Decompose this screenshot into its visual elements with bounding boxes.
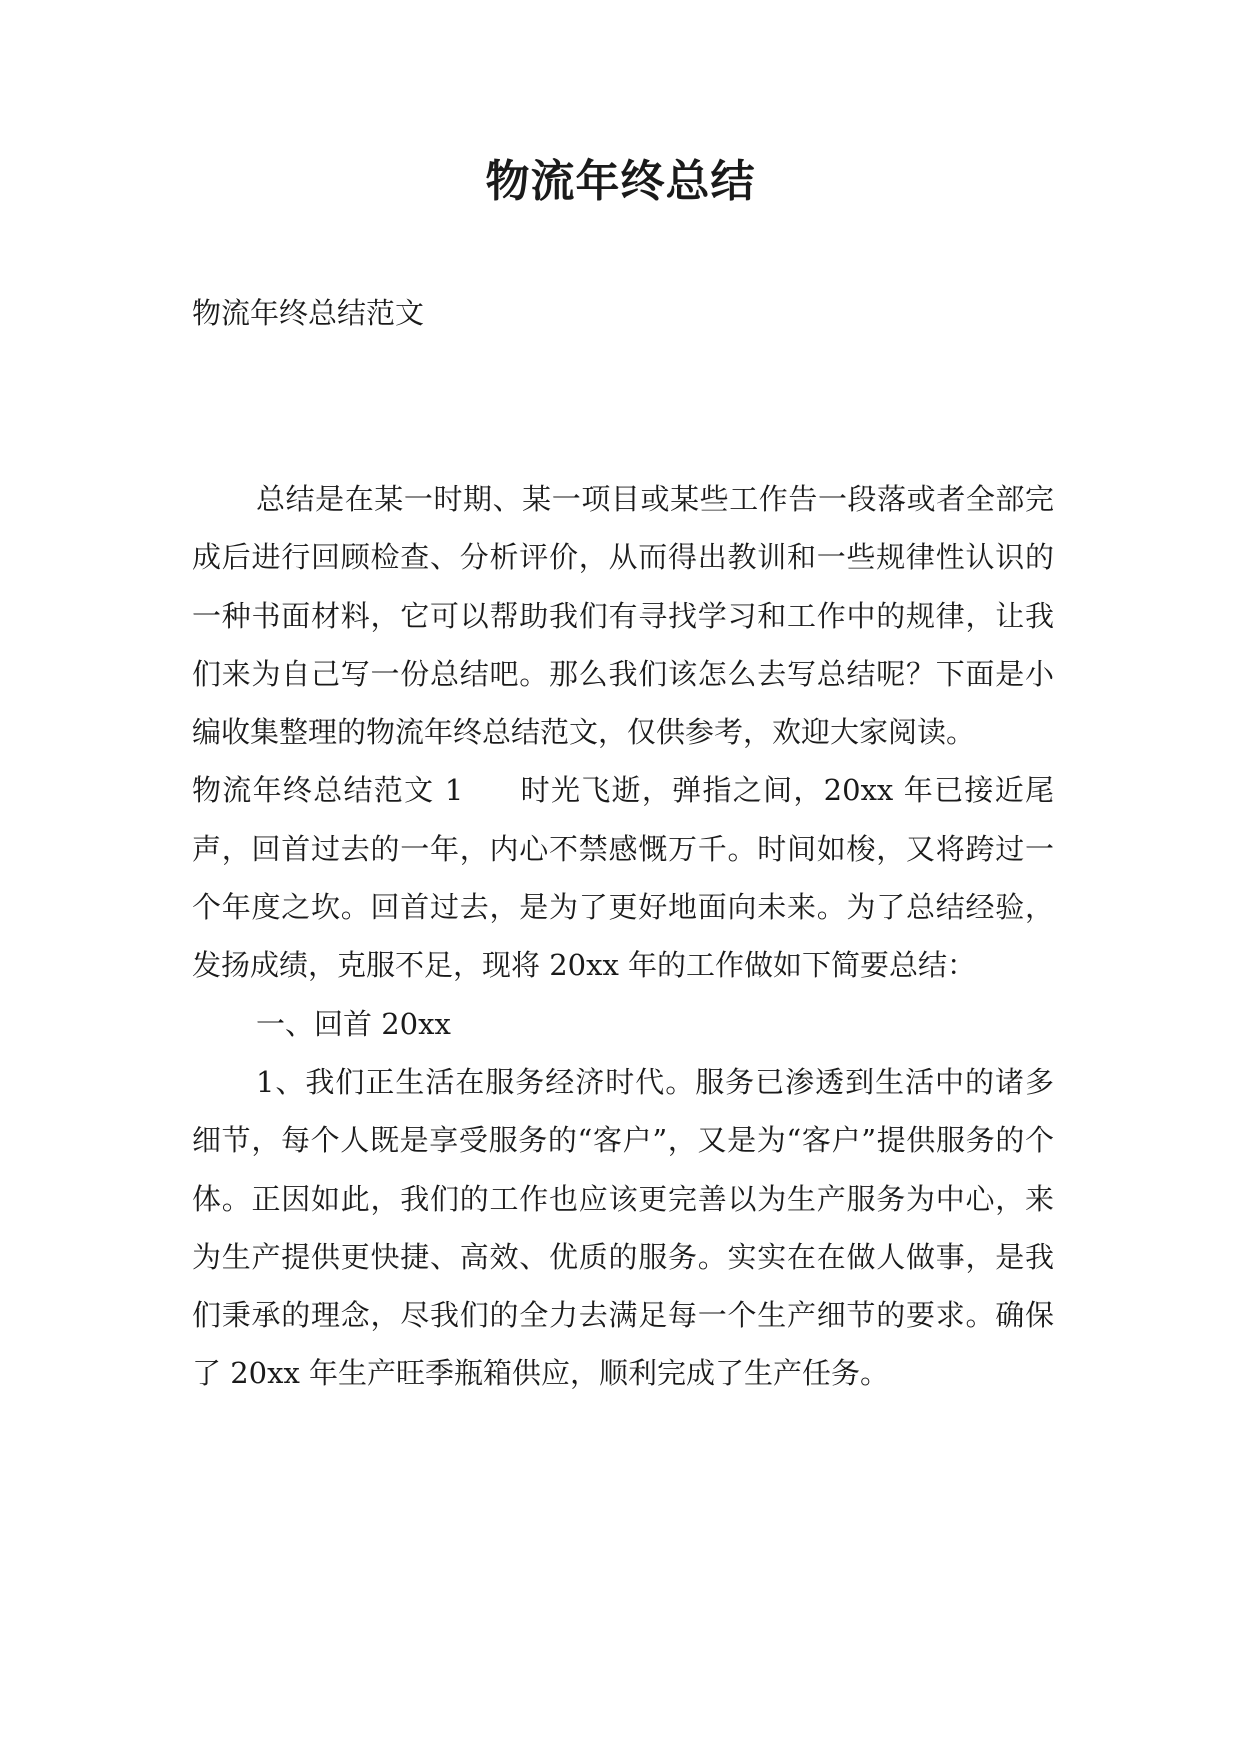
part1-heading: 一、回首 20xx	[256, 1006, 451, 1041]
document-subtitle: 物流年终总结范文	[192, 296, 425, 330]
document-body	[192, 470, 1054, 1403]
section1-paragraph	[192, 761, 1054, 994]
section1-heading: 物流年终总结范文 1	[192, 773, 464, 808]
intro-paragraph: 总结是在某一时期、某一项目或某些工作告一段落或者全部完成后进行回顾检查、分析评价，从而得出教训和一些规律性认识的一种书面材料，它可以帮助我们有寻找学习和工作中的规律，让我们来为自己写一份总结吧。那么我们该怎么去写总结呢？下面是小编收集整理的物流年终总结范文，仅供参考，欢迎大家阅读。	[192, 482, 1054, 750]
section1-text: 时光飞逝，弹指之间，20xx 年已接近尾声，回首过去的一年，内心不禁感慨万千。时间如梭，又将跨过一个年度之坎。回首过去，是为了更好地面向未来。为了总结经验，发扬成绩，克服不足，现将 20xx 年的工作做如下简要总结：	[192, 773, 1054, 983]
document-title: 物流年终总结	[485, 156, 756, 207]
item1-paragraph: 1、我们正生活在服务经济时代。服务已渗透到生活中的诸多细节，每个人既是享受服务的“客户”，又是为“客户”提供服务的个体。正因如此，我们的工作也应该更完善以为生产服务为中心，来为生产提供更快捷、高效、优质的服务。实实在在做人做事，是我们秉承的理念，尽我们的全力去满足每一个生产细节的要求。确保了 20xx 年生产旺季瓶箱供应，顺利完成了生产任务。	[192, 1064, 1054, 1391]
